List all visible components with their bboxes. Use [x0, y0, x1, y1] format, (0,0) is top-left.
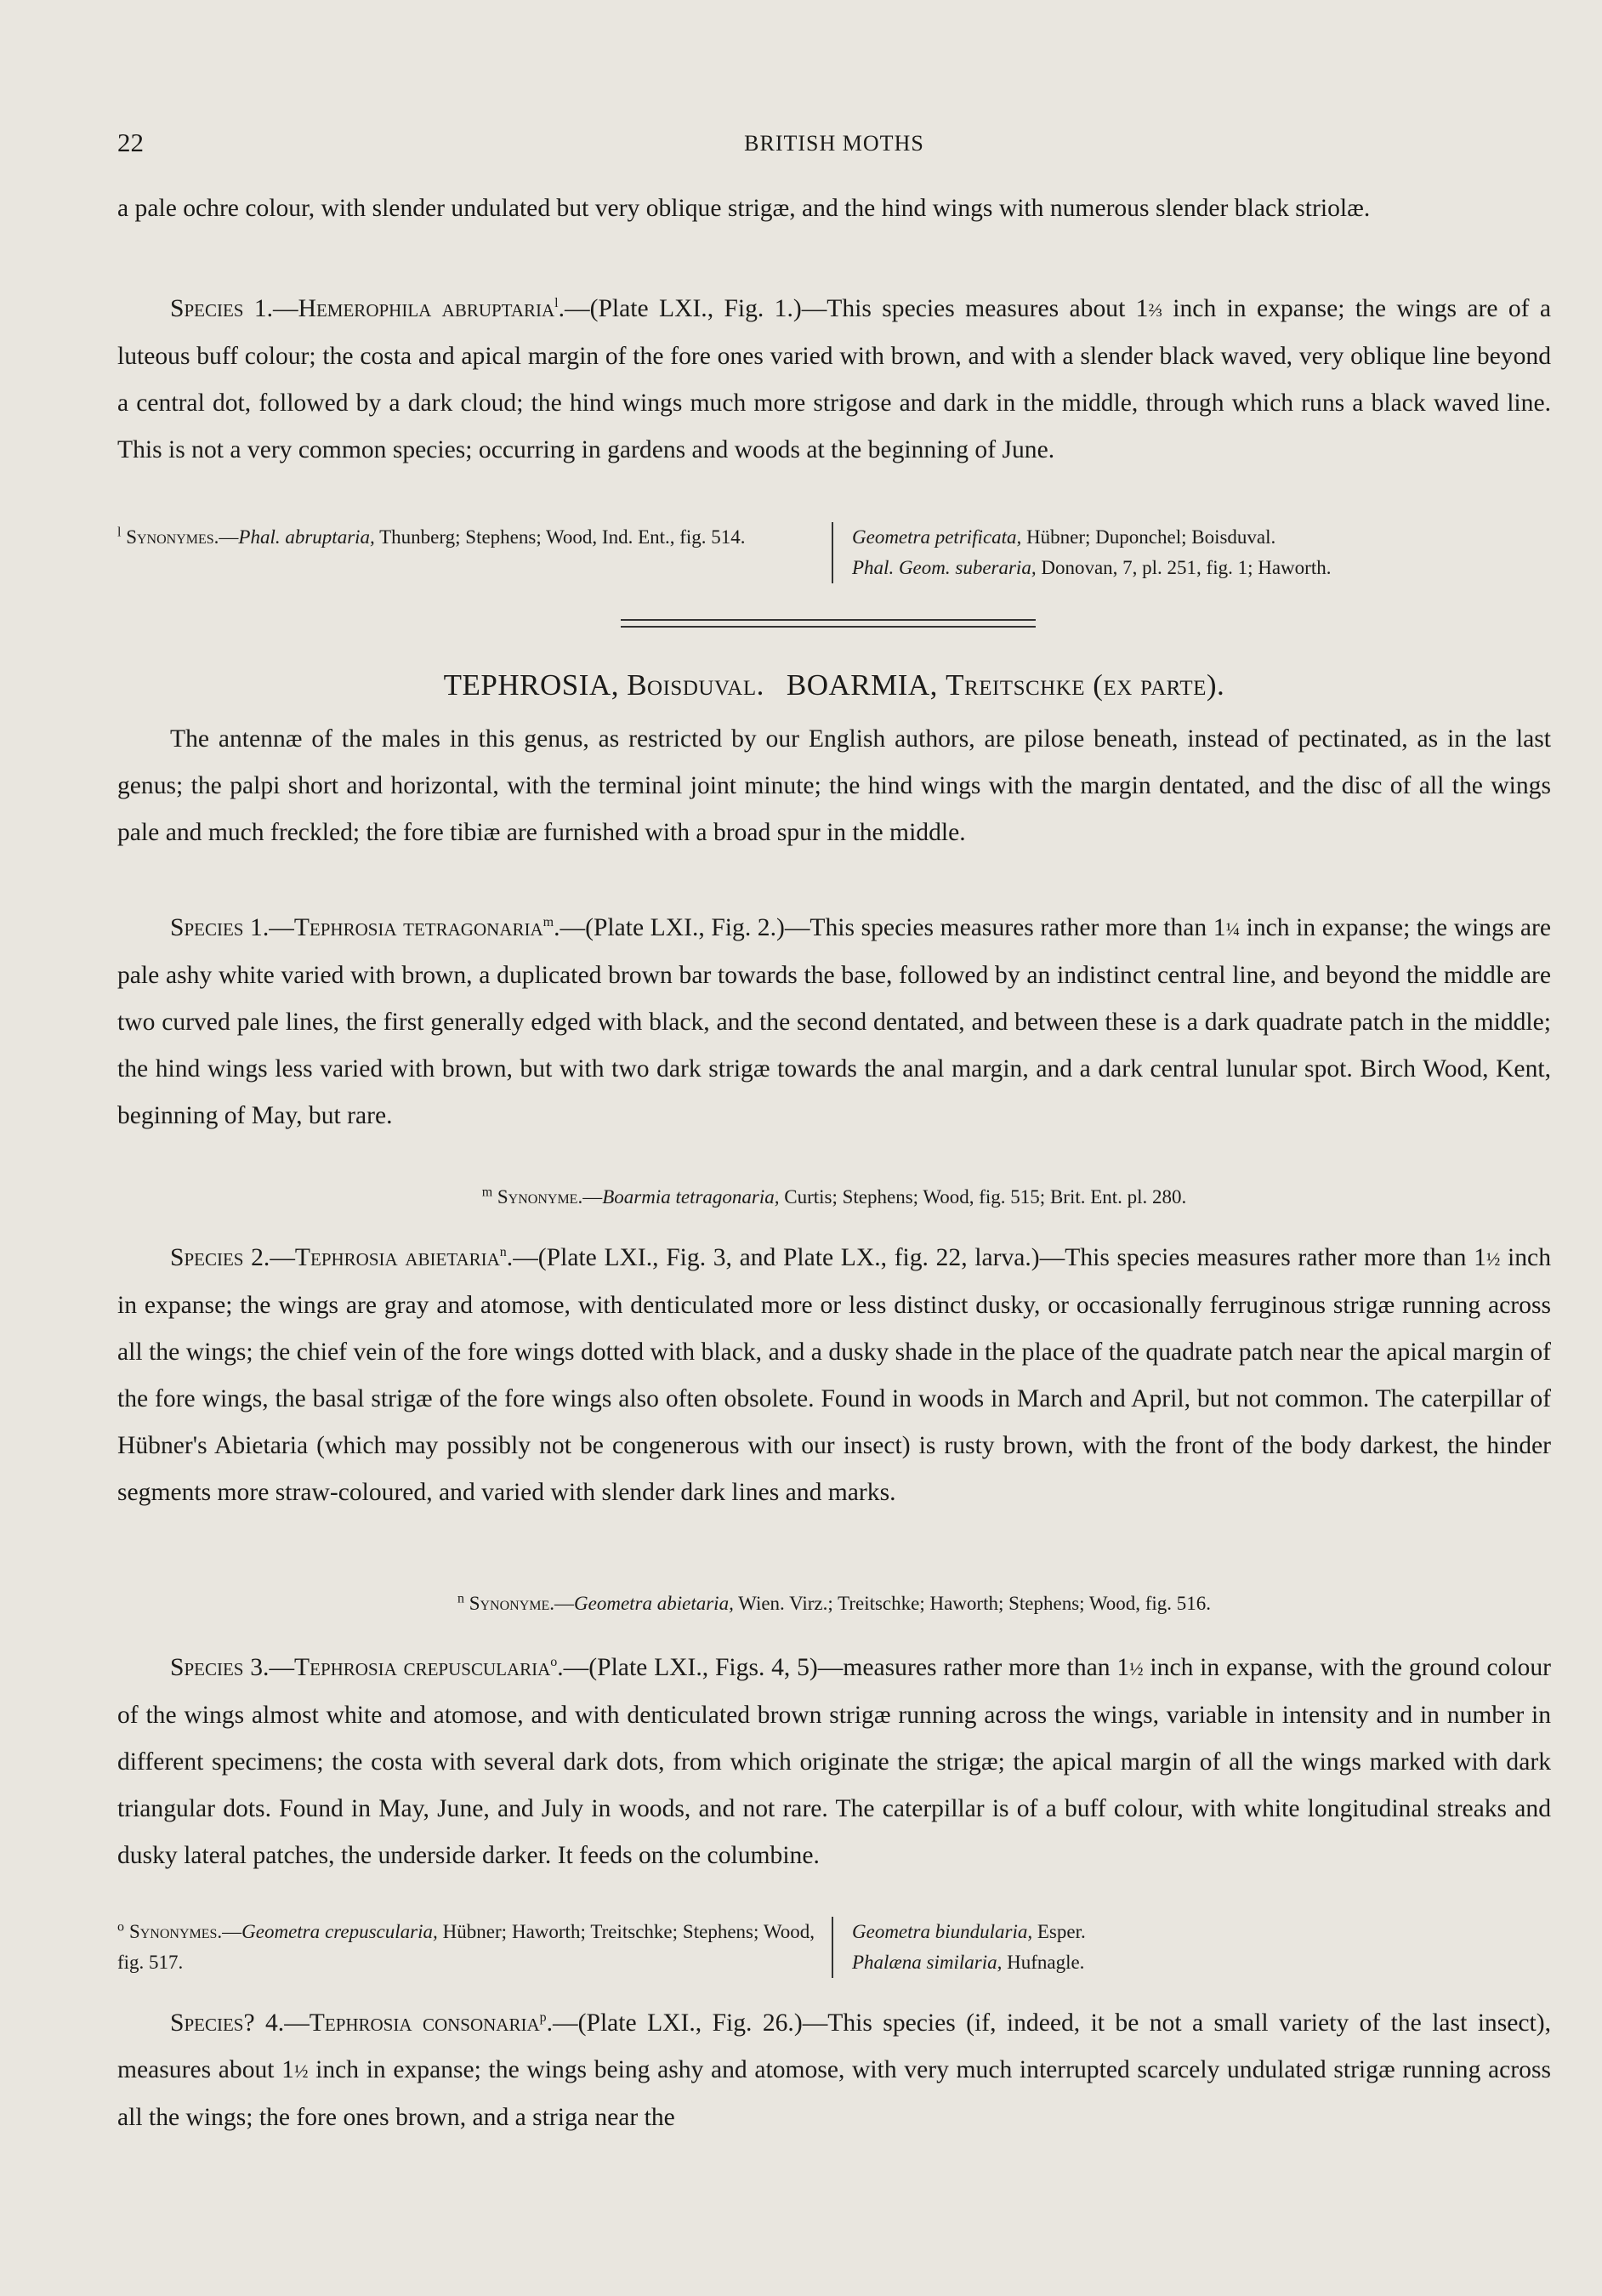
species-measure: .—(Plate LXI., Fig. 2.)—This species measures rather more than 1: [554, 914, 1226, 941]
species-lead: Species 1.—Tephrosia tetragonaria: [170, 914, 543, 941]
species-1-block: [117, 905, 1551, 1139]
running-head: BRITISH MOTHS: [744, 131, 924, 156]
fraction: ¼: [1225, 918, 1241, 940]
footnote-taxon: Geometra biundularia,: [852, 1921, 1033, 1942]
species-description: inch in expanse; the wings are gray and atomose, with denticulated more or less distinct dusky, or occasionally ferruginous strigæ running across all the wings; the chief vein of the fore wings dotted with black, and a dusky shade in the place of the quadrate patch near the apical margin of the fore wings, the basal strigæ of the fore wings also often obsolete. Found in woods in March and April, but not common. The caterpillar of Hübner's Abietaria (which may possibly not be congenerous with our insect) is rusty brown, with the front of the body darkest, the hinder segments more straw-coloured, and varied with slender dark lines and marks.: [117, 1244, 1551, 1506]
footnote-mark: m: [543, 915, 554, 930]
page-header: [117, 128, 1551, 162]
species-tephrosia-tetragonaria: [117, 905, 1551, 1139]
fraction: ½: [293, 2060, 309, 2082]
species-description: inch in expanse; the wings are pale ashy white varied with brown, a duplicated brown bar towards the base, followed by an indistinct central line, and beyond the middle are two curved pale lines, the first generally edged with black, and the second dentated, and between these is a dark quadrate patch in the middle; the hind wings less varied with brown, but with two dark strigæ towards the anal margin, and a dark central lunular spot. Birch Wood, Kent, beginning of May, but rare.: [117, 914, 1551, 1129]
species-lead: Species 1.—Hemerophila abruptaria: [170, 295, 555, 322]
hemerophila-block: [117, 286, 1551, 474]
species-tephrosia-abietaria: [117, 1235, 1551, 1516]
species-2-block: [117, 1235, 1551, 1516]
genus-description-block: [117, 716, 1551, 856]
footnote-text: Donovan, 7, pl. 251, fig. 1; Haworth.: [1036, 557, 1332, 578]
footnote-taxon: Geometra petrificata,: [852, 526, 1022, 548]
species-4-block: [117, 2000, 1551, 2141]
footnote-label: Synonymes.: [126, 526, 219, 548]
footnote-text: Hufnagle.: [1002, 1952, 1085, 1973]
fraction: ½: [1486, 1248, 1501, 1270]
fraction: ⅔: [1148, 299, 1162, 321]
species-description: inch in expanse; the wings being ashy and atomose, with very much interrupted scarcely undulated strigæ running across all the wings; the fore ones brown, and a striga near the: [117, 2056, 1551, 2131]
footnote-mark: n: [457, 1591, 464, 1606]
footnote-taxon: Phal. Geom. suberaria,: [852, 557, 1037, 578]
footnote-o: [117, 1917, 1551, 1978]
intro-paragraph: a pale ochre colour, with slender undulated but very oblique strigæ, and the hind wings with numerous slender black striolæ.: [117, 195, 1371, 222]
footnote-taxon: Boarmia tetragonaria,: [602, 1186, 780, 1208]
footnote-mark: n: [499, 1245, 507, 1260]
species-lead: Species 3.—Tephrosia crepuscularia: [170, 1654, 551, 1681]
species-measure: .—(Plate LXI., Fig. 1.)—This species measures about 1: [558, 295, 1149, 322]
footnote-l-right: [833, 522, 1331, 583]
footnote-mark: o: [550, 1655, 558, 1670]
footnote-o-right: [833, 1917, 1086, 1978]
footnote-taxon: Geometra abietaria,: [574, 1593, 734, 1614]
footnote-text: Hübner; Duponchel; Boisduval.: [1021, 526, 1276, 548]
footnote-mark: m: [481, 1185, 493, 1200]
genus-description: The antennæ of the males in this genus, as restricted by our English authors, are pilose beneath, instead of pectinated, as in the last genus; the palpi short and horizontal, with the terminal joint minute; the hind wings with the margin dentated, and the disc of all the wings pale and much freckled; the fore tibiæ are furnished with a broad spur in the middle.: [117, 725, 1551, 846]
genus-heading-block: [117, 668, 1551, 702]
species-lead: Species? 4.—Tephrosia consonaria: [170, 2009, 540, 2037]
intro-paragraph-block: [117, 185, 1551, 232]
footnote-taxon: Phalæna similaria,: [852, 1952, 1003, 1973]
section-rule: [621, 626, 1036, 628]
footnote-l: [117, 522, 1551, 583]
species-tephrosia-consonaria: [117, 2000, 1551, 2141]
footnote-label: Synonyme.: [497, 1186, 583, 1208]
species-3-block: [117, 1645, 1551, 1879]
species-tephrosia-crepuscularia: [117, 1645, 1551, 1879]
footnote-mark: p: [539, 2010, 547, 2026]
footnote-text: Hübner; Haworth; Treitschke; Stephens; Wood, fig. 517.: [117, 1921, 815, 1973]
footnote-text: Wien. Virz.; Treitschke; Haworth; Stephens; Wood, fig. 516.: [733, 1593, 1212, 1614]
footnote-text: Esper.: [1032, 1921, 1086, 1942]
footnote-l-left: $^l$ Synonymes.—Phal. abruptaria, Thunberg; Stephens; Wood, Ind. Ent., fig. 514.: [117, 522, 833, 583]
footnote-mark: l: [117, 525, 122, 540]
footnote-taxon: Geometra crepuscularia,: [241, 1921, 438, 1942]
page-number: 22: [117, 128, 144, 157]
footnote-n: $^n$ Synonyme.—Geometra abietaria, Wien. Virz.; Treitschke; Haworth; Stephens; Wood, fig. 516.: [457, 1591, 1212, 1614]
genus-heading: TEPHROSIA, Boisduval. BOARMIA, Treitschke (ex parte).: [443, 668, 1225, 702]
footnote-taxon: Phal. abruptaria,: [238, 526, 375, 548]
fraction: ½: [1129, 1658, 1144, 1679]
footnote-label: Synonymes.: [128, 1921, 223, 1942]
footnote-m: $^m$ Synonyme.—Boarmia tetragonaria, Curtis; Stephens; Wood, fig. 515; Brit. Ent. pl. 280.: [481, 1185, 1187, 1208]
species-hemerophila-abruptaria: [117, 286, 1551, 474]
footnote-text: Thunberg; Stephens; Wood, Ind. Ent., fig. 514.: [374, 526, 746, 548]
species-measure: .—(Plate LXI., Fig. 3, and Plate LX., fig. 22, larva.)—This species measures rather more than 1: [506, 1244, 1486, 1271]
species-measure: .—(Plate LXI., Fig. 26.)—This species (if, indeed, it be not a small variety of the last insect), measures about 1: [117, 2009, 1551, 2083]
footnote-text: Curtis; Stephens; Wood, fig. 515; Brit. Ent. pl. 280.: [779, 1186, 1187, 1208]
footnote-label: Synonyme.: [469, 1593, 555, 1614]
species-lead: Species 2.—Tephrosia abietaria: [170, 1244, 500, 1271]
section-rule: [621, 619, 1036, 621]
footnote-mark: l: [554, 296, 559, 311]
species-description: inch in expanse, with the ground colour of the wings almost white and atomose, and with denticulated brown strigæ running across the wings, variable in intensity and in number in different specimens; the costa with several dark dots, from which originate the strigæ; the apical margin of all the wings marked with dark triangular dots. Found in May, June, and July in woods, and not rare. The caterpillar is of a buff colour, with white longitudinal streaks and dusky lateral patches, the underside darker. It feeds on the columbine.: [117, 1654, 1551, 1869]
species-description: inch in expanse; the wings are of a luteous buff colour; the costa and apical margin of the fore ones varied with brown, and with a slender black waved, very oblique line beyond a central dot, followed by a dark cloud; the hind wings much more strigose and dark in the middle, through which runs a black waved line. This is not a very common species; occurring in gardens and woods at the beginning of June.: [117, 295, 1552, 463]
footnote-o-left: $^o$ Synonymes.—Geometra crepuscularia, Hübner; Haworth; Treitschke; Stephens; Wood, fig. 517.: [117, 1917, 833, 1978]
species-measure: .—(Plate LXI., Figs. 4, 5)—measures rather more than 1: [557, 1654, 1130, 1681]
footnote-mark: o: [117, 1919, 124, 1935]
